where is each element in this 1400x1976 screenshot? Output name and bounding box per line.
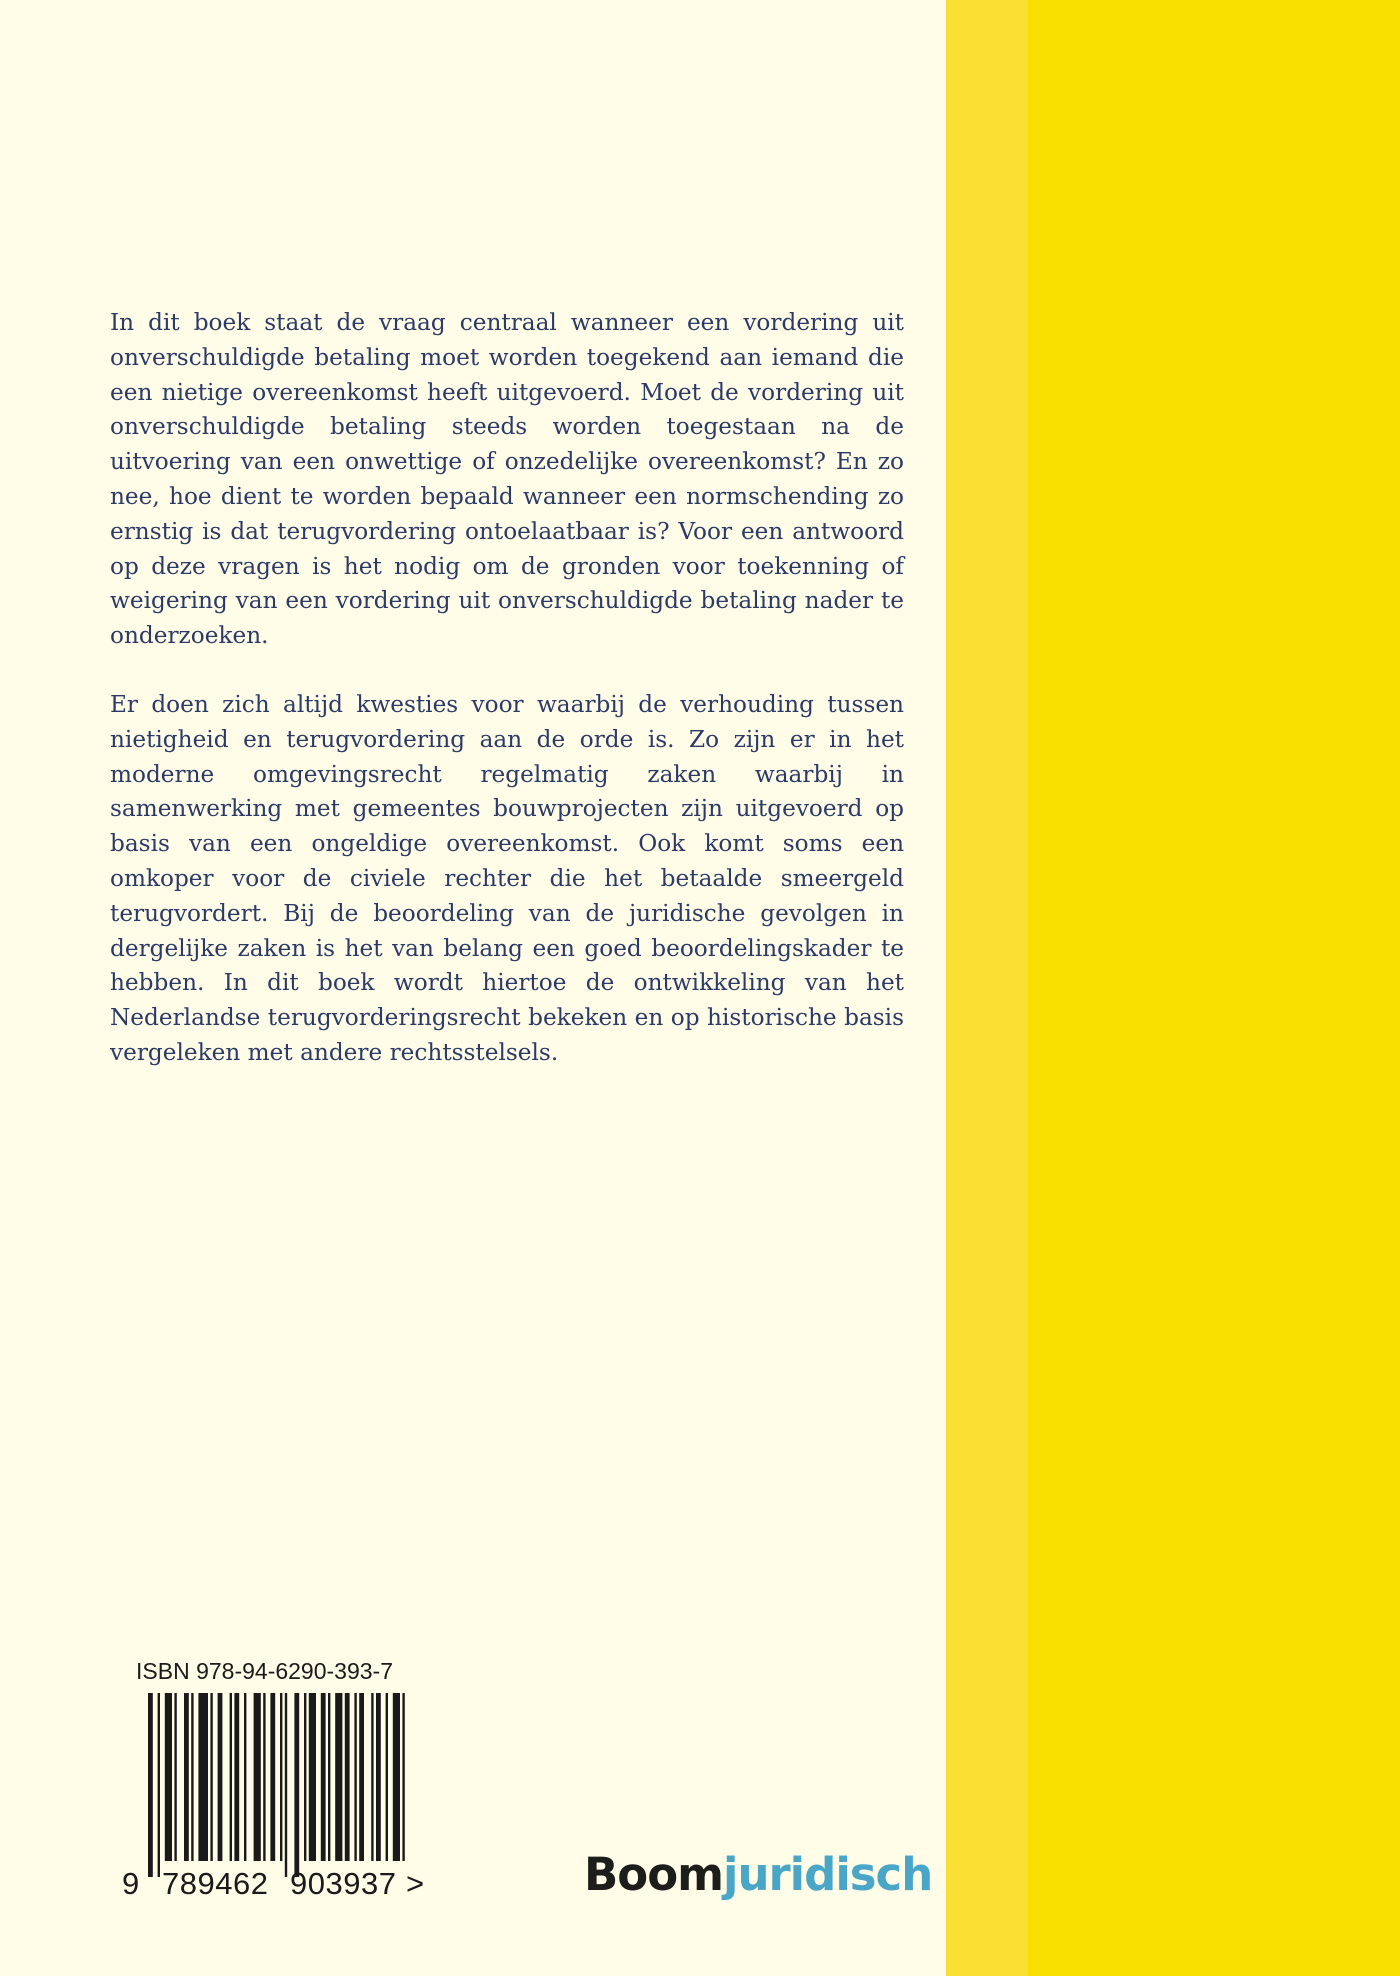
cover-blurb	[110, 306, 904, 1105]
blurb-paragraph-2: Er doen zich altijd kwesties voor waarbij de verhouding tussen nietigheid en terugvordering aan de orde is. Zo zijn er in het moderne omgevingsrecht regelmatig zaken waarbij in samenwerking met gemeentes bouwprojecten zijn uitgevoerd op basis van een ongeldige overeenkomst. Ook komt soms een omkoper voor de civiele rechter die het betaalde smeergeld terugvordert. Bij de beoordeling van de juridische gevolgen in dergelijke zaken is het van belang een goed beoordelingskader te hebben. In dit boek wordt hiertoe de ontwikkeling van het Nederlandse terugvorderingsrecht bekeken en op historische basis vergeleken met andere rechtsstelsels.	[110, 690, 904, 1066]
isbn-barcode	[146, 1693, 406, 1883]
yellow-spine-stripe-light	[946, 0, 1028, 1976]
publisher-logo-juridisch: juridisch	[723, 1848, 933, 1901]
barcode-quiet-zone-marker: >	[406, 1866, 425, 1901]
isbn-label: ISBN 978-94-6290-393-7	[136, 1658, 393, 1684]
barcode-digits-left: 789462	[162, 1866, 269, 1901]
publisher-logo	[584, 1848, 933, 1901]
barcode-digits-right: 903937	[290, 1866, 397, 1901]
publisher-logo-boom: Boom	[584, 1848, 724, 1901]
blurb-paragraph-1: In dit boek staat de vraag centraal wanneer een vordering uit onverschuldigde betaling moet worden toegekend aan iemand die een nietige overeenkomst heeft uitgevoerd. Moet de vordering uit onverschuldigde betaling steeds worden toegestaan na de uitvoering van een onwettige of onzedelijke overeenkomst? En zo nee, hoe dient te worden bepaald wanneer een normschending zo ernstig is dat terugvordering ontoelaatbaar is? Voor een antwoord op deze vragen is het nodig om de gronden voor toekenning of weigering van een vordering uit onverschuldigde betaling nader te onderzoeken.	[110, 309, 904, 650]
barcode-digit-lead: 9	[122, 1866, 140, 1901]
yellow-spine-stripe	[1028, 0, 1400, 1976]
